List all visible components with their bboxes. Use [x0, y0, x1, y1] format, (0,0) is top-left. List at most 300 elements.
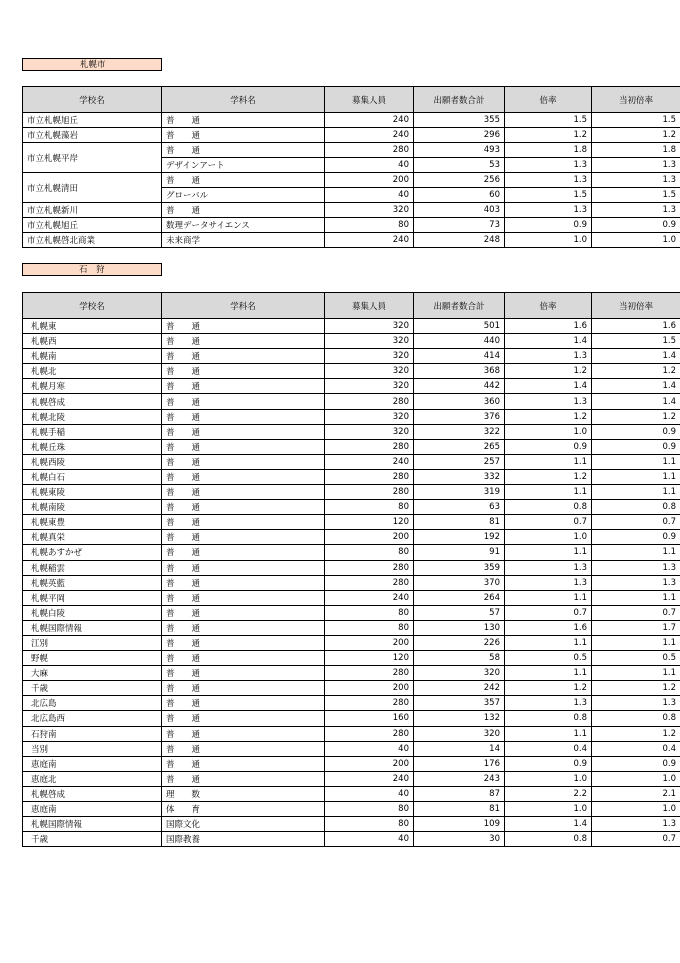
department-cell: 普 通: [162, 364, 325, 379]
initial-ratio-cell: 1.2: [592, 364, 680, 379]
header-school: 学校名: [23, 87, 162, 113]
capacity-cell: 80: [325, 802, 414, 817]
table-row: [23, 651, 680, 666]
school-cell: 市立札幌藻岩: [23, 128, 162, 143]
header-initial-ratio: 当初倍率: [592, 293, 680, 319]
initial-ratio-cell: 1.3: [592, 696, 680, 711]
capacity-cell: 320: [325, 364, 414, 379]
capacity-cell: 80: [325, 605, 414, 620]
initial-ratio-cell: 0.7: [592, 605, 680, 620]
table-row: [23, 334, 680, 349]
department-cell: 普 通: [162, 620, 325, 635]
ratio-cell: 1.0: [505, 233, 592, 248]
school-cell: 石狩南: [23, 726, 162, 741]
applicants-cell: 320: [414, 726, 505, 741]
capacity-cell: 240: [325, 771, 414, 786]
initial-ratio-cell: 1.3: [592, 575, 680, 590]
applicants-cell: 360: [414, 394, 505, 409]
capacity-cell: 80: [325, 545, 414, 560]
ratio-cell: 1.5: [505, 113, 592, 128]
capacity-cell: 160: [325, 711, 414, 726]
department-cell: 普 通: [162, 605, 325, 620]
applicants-cell: 264: [414, 590, 505, 605]
department-cell: 普 通: [162, 409, 325, 424]
table-row: [23, 233, 680, 248]
table-row: [23, 485, 680, 500]
initial-ratio-cell: 0.8: [592, 711, 680, 726]
applicants-cell: 256: [414, 173, 505, 188]
capacity-cell: 40: [325, 188, 414, 203]
applicants-cell: 73: [414, 218, 505, 233]
initial-ratio-cell: 0.7: [592, 515, 680, 530]
school-cell: 札幌東: [23, 319, 162, 334]
school-cell: 江別: [23, 635, 162, 650]
initial-ratio-cell: 1.8: [592, 143, 680, 158]
section-label-text: 石 狩: [79, 265, 105, 275]
ratio-cell: 1.0: [505, 771, 592, 786]
table-row: [23, 203, 680, 218]
department-cell: 普 通: [162, 173, 325, 188]
school-cell: 札幌白陵: [23, 605, 162, 620]
initial-ratio-cell: 1.4: [592, 379, 680, 394]
department-cell: 国際教養: [162, 832, 325, 847]
department-cell: 普 通: [162, 681, 325, 696]
ratio-cell: 1.4: [505, 334, 592, 349]
school-cell: 札幌西: [23, 334, 162, 349]
applicants-cell: 257: [414, 454, 505, 469]
initial-ratio-cell: 0.9: [592, 218, 680, 233]
school-cell: 千歳: [23, 832, 162, 847]
ratio-cell: 1.3: [505, 560, 592, 575]
capacity-cell: 280: [325, 143, 414, 158]
table-row: [23, 711, 680, 726]
capacity-cell: 320: [325, 349, 414, 364]
ratio-cell: 1.1: [505, 545, 592, 560]
applicants-cell: 87: [414, 786, 505, 801]
ratio-cell: 1.6: [505, 319, 592, 334]
applicants-cell: 30: [414, 832, 505, 847]
ratio-cell: 0.4: [505, 741, 592, 756]
capacity-cell: 320: [325, 409, 414, 424]
table-row: [23, 832, 680, 847]
header-initial-ratio: 当初倍率: [592, 87, 680, 113]
header-school: 学校名: [23, 293, 162, 319]
school-cell: 札幌手稲: [23, 424, 162, 439]
table-row: [23, 681, 680, 696]
initial-ratio-cell: 1.1: [592, 485, 680, 500]
initial-ratio-cell: 0.9: [592, 756, 680, 771]
applicants-cell: 376: [414, 409, 505, 424]
table-row: [23, 635, 680, 650]
department-cell: 普 通: [162, 128, 325, 143]
section-label-ishikari: [22, 263, 162, 276]
capacity-cell: 280: [325, 439, 414, 454]
applicants-cell: 440: [414, 334, 505, 349]
school-cell: 市立札幌旭丘: [23, 218, 162, 233]
capacity-cell: 240: [325, 454, 414, 469]
school-cell: 札幌北陵: [23, 409, 162, 424]
table-row: [23, 817, 680, 832]
ratio-cell: 0.8: [505, 832, 592, 847]
ratio-cell: 1.4: [505, 379, 592, 394]
initial-ratio-cell: 1.1: [592, 666, 680, 681]
initial-ratio-cell: 1.0: [592, 233, 680, 248]
applicants-cell: 243: [414, 771, 505, 786]
ratio-cell: 1.8: [505, 143, 592, 158]
table-row: [23, 439, 680, 454]
department-cell: 普 通: [162, 424, 325, 439]
applicants-cell: 192: [414, 530, 505, 545]
initial-ratio-cell: 1.2: [592, 128, 680, 143]
department-cell: 数理データサイエンス: [162, 218, 325, 233]
capacity-cell: 120: [325, 515, 414, 530]
department-cell: 普 通: [162, 575, 325, 590]
applicants-cell: 53: [414, 158, 505, 173]
capacity-cell: 240: [325, 128, 414, 143]
school-cell: 札幌稲雲: [23, 560, 162, 575]
initial-ratio-cell: 2.1: [592, 786, 680, 801]
ratio-cell: 0.9: [505, 756, 592, 771]
initial-ratio-cell: 1.7: [592, 620, 680, 635]
header-ratio: 倍率: [505, 293, 592, 319]
table-row: [23, 741, 680, 756]
applicants-cell: 60: [414, 188, 505, 203]
ratio-cell: 1.2: [505, 409, 592, 424]
initial-ratio-cell: 1.1: [592, 469, 680, 484]
ratio-cell: 1.1: [505, 485, 592, 500]
table-row: [23, 560, 680, 575]
ratio-cell: 1.3: [505, 158, 592, 173]
table-row: [23, 173, 680, 188]
initial-ratio-cell: 0.8: [592, 500, 680, 515]
school-cell: 札幌あすかぜ: [23, 545, 162, 560]
ratio-cell: 0.8: [505, 500, 592, 515]
applicants-cell: 57: [414, 605, 505, 620]
table-row: [23, 771, 680, 786]
applicants-cell: 81: [414, 802, 505, 817]
capacity-cell: 280: [325, 666, 414, 681]
ratio-cell: 1.1: [505, 726, 592, 741]
header-applicants: 出願者数合計: [414, 293, 505, 319]
capacity-cell: 280: [325, 726, 414, 741]
initial-ratio-cell: 1.3: [592, 560, 680, 575]
school-cell: 札幌啓成: [23, 394, 162, 409]
initial-ratio-cell: 1.2: [592, 409, 680, 424]
capacity-cell: 200: [325, 530, 414, 545]
table-header-row: [23, 293, 680, 319]
school-cell: 札幌東豊: [23, 515, 162, 530]
school-cell: 恵庭南: [23, 756, 162, 771]
table-row: [23, 530, 680, 545]
school-cell: 札幌丘珠: [23, 439, 162, 454]
department-cell: 普 通: [162, 635, 325, 650]
capacity-cell: 200: [325, 756, 414, 771]
capacity-cell: 200: [325, 635, 414, 650]
section-label-sapporo-city: [22, 58, 162, 71]
capacity-cell: 240: [325, 113, 414, 128]
department-cell: 普 通: [162, 500, 325, 515]
applicants-cell: 357: [414, 696, 505, 711]
department-cell: 普 通: [162, 485, 325, 500]
school-cell: 恵庭北: [23, 771, 162, 786]
capacity-cell: 40: [325, 832, 414, 847]
header-capacity: 募集人員: [325, 87, 414, 113]
section-label-text: 札幌市: [80, 60, 106, 70]
table-row: [23, 113, 680, 128]
capacity-cell: 320: [325, 203, 414, 218]
ratio-cell: 0.9: [505, 439, 592, 454]
ratio-cell: 1.2: [505, 469, 592, 484]
initial-ratio-cell: 0.9: [592, 424, 680, 439]
initial-ratio-cell: 1.3: [592, 173, 680, 188]
school-cell: 当別: [23, 741, 162, 756]
table-row: [23, 424, 680, 439]
department-cell: 普 通: [162, 394, 325, 409]
ratio-cell: 1.6: [505, 620, 592, 635]
table-row: [23, 605, 680, 620]
ratio-cell: 1.1: [505, 635, 592, 650]
table-row: [23, 364, 680, 379]
capacity-cell: 320: [325, 334, 414, 349]
applicants-cell: 501: [414, 319, 505, 334]
table-header-row: [23, 87, 680, 113]
ratio-cell: 1.3: [505, 349, 592, 364]
table-row: [23, 590, 680, 605]
department-cell: 普 通: [162, 666, 325, 681]
capacity-cell: 320: [325, 319, 414, 334]
school-cell: 大麻: [23, 666, 162, 681]
school-cell: 札幌南: [23, 349, 162, 364]
ishikari-table-body: [23, 319, 680, 847]
applicants-cell: 132: [414, 711, 505, 726]
initial-ratio-cell: 1.4: [592, 349, 680, 364]
ratio-cell: 0.7: [505, 605, 592, 620]
capacity-cell: 280: [325, 575, 414, 590]
school-cell: 札幌国際情報: [23, 620, 162, 635]
school-cell: 札幌英藍: [23, 575, 162, 590]
school-cell: 札幌真栄: [23, 530, 162, 545]
applicants-cell: 176: [414, 756, 505, 771]
initial-ratio-cell: 1.6: [592, 319, 680, 334]
department-cell: 普 通: [162, 530, 325, 545]
table-row: [23, 394, 680, 409]
header-ratio: 倍率: [505, 87, 592, 113]
table-row: [23, 409, 680, 424]
department-cell: 普 通: [162, 319, 325, 334]
header-capacity: 募集人員: [325, 293, 414, 319]
department-cell: 普 通: [162, 756, 325, 771]
initial-ratio-cell: 1.1: [592, 454, 680, 469]
applicants-cell: 265: [414, 439, 505, 454]
applicants-cell: 320: [414, 666, 505, 681]
ratio-cell: 1.0: [505, 802, 592, 817]
capacity-cell: 40: [325, 158, 414, 173]
capacity-cell: 280: [325, 485, 414, 500]
capacity-cell: 320: [325, 424, 414, 439]
initial-ratio-cell: 1.2: [592, 726, 680, 741]
initial-ratio-cell: 0.9: [592, 530, 680, 545]
capacity-cell: 40: [325, 741, 414, 756]
table-row: [23, 575, 680, 590]
school-cell: 市立札幌旭丘: [23, 113, 162, 128]
department-cell: 普 通: [162, 454, 325, 469]
header-applicants: 出願者数合計: [414, 87, 505, 113]
ishikari-table: [22, 292, 680, 847]
department-cell: 未来商学: [162, 233, 325, 248]
applicants-cell: 248: [414, 233, 505, 248]
capacity-cell: 280: [325, 394, 414, 409]
department-cell: 普 通: [162, 439, 325, 454]
applicants-cell: 322: [414, 424, 505, 439]
ratio-cell: 1.5: [505, 188, 592, 203]
initial-ratio-cell: 0.9: [592, 439, 680, 454]
school-cell: 野幌: [23, 651, 162, 666]
initial-ratio-cell: 1.5: [592, 113, 680, 128]
ratio-cell: 1.3: [505, 696, 592, 711]
school-cell: 札幌西陵: [23, 454, 162, 469]
department-cell: 普 通: [162, 113, 325, 128]
department-cell: 普 通: [162, 143, 325, 158]
sapporo-city-table: [22, 86, 680, 248]
applicants-cell: 368: [414, 364, 505, 379]
applicants-cell: 442: [414, 379, 505, 394]
applicants-cell: 109: [414, 817, 505, 832]
department-cell: 国際文化: [162, 817, 325, 832]
department-cell: 普 通: [162, 711, 325, 726]
applicants-cell: 14: [414, 741, 505, 756]
applicants-cell: 91: [414, 545, 505, 560]
table-row: [23, 620, 680, 635]
school-cell: 札幌国際情報: [23, 817, 162, 832]
table-row: [23, 802, 680, 817]
department-cell: 普 通: [162, 334, 325, 349]
capacity-cell: 80: [325, 620, 414, 635]
applicants-cell: 296: [414, 128, 505, 143]
initial-ratio-cell: 1.4: [592, 394, 680, 409]
capacity-cell: 200: [325, 173, 414, 188]
table-row: [23, 545, 680, 560]
capacity-cell: 280: [325, 560, 414, 575]
school-cell: 札幌啓成: [23, 786, 162, 801]
school-cell: 市立札幌平岸: [23, 143, 162, 173]
initial-ratio-cell: 1.0: [592, 802, 680, 817]
ratio-cell: 1.4: [505, 817, 592, 832]
table-row: [23, 756, 680, 771]
department-cell: 普 通: [162, 651, 325, 666]
capacity-cell: 280: [325, 696, 414, 711]
school-cell: 市立札幌啓北商業: [23, 233, 162, 248]
table-row: [23, 666, 680, 681]
department-cell: 普 通: [162, 379, 325, 394]
capacity-cell: 200: [325, 681, 414, 696]
applicants-cell: 226: [414, 635, 505, 650]
school-cell: 市立札幌清田: [23, 173, 162, 203]
department-cell: 普 通: [162, 741, 325, 756]
applicants-cell: 414: [414, 349, 505, 364]
school-cell: 市立札幌新川: [23, 203, 162, 218]
department-cell: 普 通: [162, 349, 325, 364]
department-cell: 普 通: [162, 696, 325, 711]
department-cell: 普 通: [162, 590, 325, 605]
applicants-cell: 81: [414, 515, 505, 530]
table-row: [23, 218, 680, 233]
department-cell: 普 通: [162, 726, 325, 741]
capacity-cell: 240: [325, 233, 414, 248]
department-cell: 普 通: [162, 515, 325, 530]
school-cell: 札幌白石: [23, 469, 162, 484]
table-row: [23, 143, 680, 158]
department-cell: 理 数: [162, 786, 325, 801]
applicants-cell: 130: [414, 620, 505, 635]
ratio-cell: 1.0: [505, 530, 592, 545]
department-cell: 普 通: [162, 203, 325, 218]
school-cell: 札幌平岡: [23, 590, 162, 605]
department-cell: グローバル: [162, 188, 325, 203]
initial-ratio-cell: 0.4: [592, 741, 680, 756]
department-cell: 体 育: [162, 802, 325, 817]
table-row: [23, 786, 680, 801]
ratio-cell: 1.3: [505, 575, 592, 590]
capacity-cell: 240: [325, 590, 414, 605]
ratio-cell: 0.5: [505, 651, 592, 666]
capacity-cell: 40: [325, 786, 414, 801]
department-cell: デザインアート: [162, 158, 325, 173]
ratio-cell: 1.2: [505, 128, 592, 143]
ratio-cell: 1.3: [505, 203, 592, 218]
initial-ratio-cell: 1.0: [592, 771, 680, 786]
ratio-cell: 0.7: [505, 515, 592, 530]
table-row: [23, 726, 680, 741]
department-cell: 普 通: [162, 771, 325, 786]
table-row: [23, 454, 680, 469]
header-department: 学科名: [162, 87, 325, 113]
ratio-cell: 0.9: [505, 218, 592, 233]
initial-ratio-cell: 1.5: [592, 188, 680, 203]
applicants-cell: 332: [414, 469, 505, 484]
initial-ratio-cell: 0.7: [592, 832, 680, 847]
ratio-cell: 1.3: [505, 173, 592, 188]
applicants-cell: 242: [414, 681, 505, 696]
capacity-cell: 120: [325, 651, 414, 666]
ratio-cell: 1.1: [505, 590, 592, 605]
ratio-cell: 0.8: [505, 711, 592, 726]
ratio-cell: 1.1: [505, 666, 592, 681]
school-cell: 札幌南陵: [23, 500, 162, 515]
table-row: [23, 696, 680, 711]
school-cell: 千歳: [23, 681, 162, 696]
table-row: [23, 500, 680, 515]
table-row: [23, 349, 680, 364]
applicants-cell: 370: [414, 575, 505, 590]
initial-ratio-cell: 1.1: [592, 635, 680, 650]
school-cell: 札幌北: [23, 364, 162, 379]
initial-ratio-cell: 0.5: [592, 651, 680, 666]
initial-ratio-cell: 1.2: [592, 681, 680, 696]
ratio-cell: 2.2: [505, 786, 592, 801]
ratio-cell: 1.2: [505, 681, 592, 696]
ratio-cell: 1.0: [505, 424, 592, 439]
applicants-cell: 58: [414, 651, 505, 666]
school-cell: 札幌月寒: [23, 379, 162, 394]
school-cell: 札幌東陵: [23, 485, 162, 500]
department-cell: 普 通: [162, 560, 325, 575]
capacity-cell: 80: [325, 500, 414, 515]
school-cell: 北広島西: [23, 711, 162, 726]
header-department: 学科名: [162, 293, 325, 319]
table-row: [23, 469, 680, 484]
table-row: [23, 319, 680, 334]
applicants-cell: 63: [414, 500, 505, 515]
